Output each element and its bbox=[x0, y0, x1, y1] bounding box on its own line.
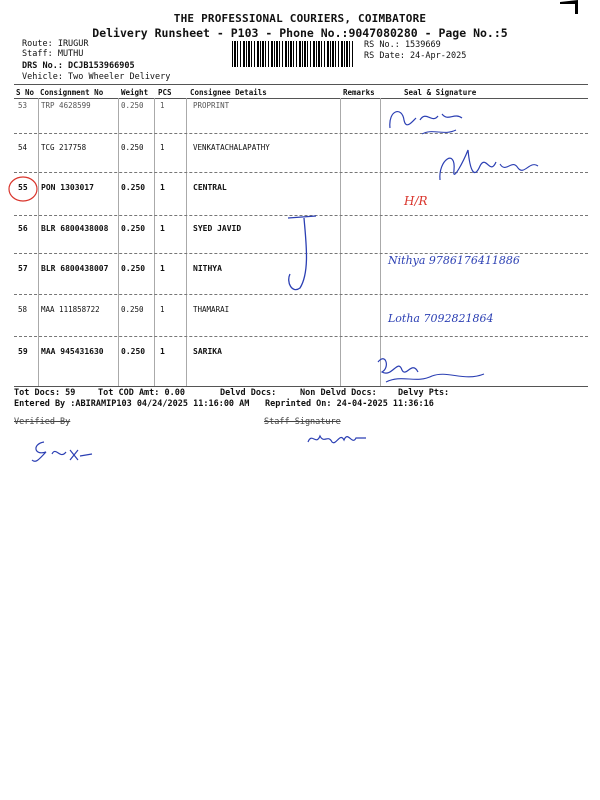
row-sno: 58 bbox=[18, 305, 28, 314]
row-consignment: MAA 945431630 bbox=[41, 347, 104, 356]
reprinted-on: Reprinted On: 24-04-2025 11:36:16 bbox=[265, 399, 434, 409]
handwritten-note-row56: H/R bbox=[404, 194, 428, 208]
signature-row54 bbox=[430, 140, 550, 190]
row-weight: 0.250 bbox=[121, 101, 144, 110]
non-delivered-docs: Non Delvd Docs: bbox=[300, 388, 377, 398]
col-divider bbox=[186, 98, 187, 386]
col-seal: Seal & Signature bbox=[404, 88, 477, 97]
row-sno: 53 bbox=[18, 101, 28, 110]
col-divider bbox=[38, 98, 39, 386]
signature-row56 bbox=[282, 212, 322, 296]
row-sno: 57 bbox=[18, 264, 28, 273]
row-consignee: SYED JAVID bbox=[193, 224, 242, 233]
row-weight: 0.250 bbox=[121, 224, 146, 233]
handwritten-note-row58: Lotha 7092821864 bbox=[388, 312, 494, 325]
row-sno: 54 bbox=[18, 143, 28, 152]
staff-label: Staff: MUTHU bbox=[22, 49, 84, 59]
row-weight: 0.250 bbox=[121, 183, 146, 192]
row-divider bbox=[14, 133, 588, 134]
col-remarks: Remarks bbox=[343, 88, 375, 97]
row-pcs: 1 bbox=[160, 143, 165, 152]
row-weight: 0.250 bbox=[121, 305, 144, 314]
row-pcs: 1 bbox=[160, 347, 165, 356]
row-consignment: BLR 6800438007 bbox=[41, 264, 109, 273]
header-bottom-rule bbox=[14, 98, 588, 99]
verifier-signature bbox=[30, 436, 100, 466]
signature-row59 bbox=[372, 348, 502, 388]
col-pcs: PCS bbox=[158, 88, 172, 97]
verified-by-label: Verified By bbox=[14, 417, 71, 427]
row-consignment: PON 1303017 bbox=[41, 183, 94, 192]
row-consignee: THAMARAI bbox=[193, 305, 230, 314]
col-consignee: Consignee Details bbox=[190, 88, 267, 97]
company-title: THE PROFESSIONAL COURIERS, COIMBATORE bbox=[173, 12, 427, 25]
red-circle-mark bbox=[6, 174, 40, 204]
row-pcs: 1 bbox=[160, 101, 165, 110]
total-cod: Tot COD Amt: 0.00 bbox=[98, 388, 185, 398]
row-sno: 55 bbox=[18, 183, 28, 192]
row-consignee: NITHYA bbox=[193, 264, 222, 273]
row-sno: 56 bbox=[18, 224, 28, 233]
drs-number: DRS No.: DCJB153966905 bbox=[22, 61, 135, 71]
row-consignee: PROPRINT bbox=[193, 101, 230, 110]
row-consignment: BLR 6800438008 bbox=[41, 224, 109, 233]
col-divider bbox=[340, 98, 341, 386]
row-pcs: 1 bbox=[160, 224, 165, 233]
row-consignment: MAA 111858722 bbox=[41, 305, 100, 314]
row-divider bbox=[14, 336, 588, 337]
staff-signature-label: Staff Signature bbox=[264, 417, 341, 427]
row-consignment: TCG 217758 bbox=[41, 143, 87, 152]
col-weight: Weight bbox=[121, 88, 149, 97]
rs-date: RS Date: 24-Apr-2025 bbox=[364, 51, 467, 61]
vehicle-label: Vehicle: Two Wheeler Delivery bbox=[22, 72, 171, 82]
row-consignee: CENTRAL bbox=[193, 183, 227, 192]
row-weight: 0.250 bbox=[121, 143, 144, 152]
total-docs: Tot Docs: 59 bbox=[14, 388, 76, 398]
runsheet-title: Delivery Runsheet - P103 - Phone No.:9047080280 - Page No.:5 bbox=[92, 26, 508, 40]
row-pcs: 1 bbox=[160, 305, 165, 314]
row-weight: 0.250 bbox=[121, 347, 146, 356]
row-sno: 59 bbox=[18, 347, 28, 356]
barcode bbox=[232, 41, 354, 67]
col-divider bbox=[118, 98, 119, 386]
route-label: Route: IRUGUR bbox=[22, 39, 89, 49]
col-divider bbox=[380, 98, 381, 386]
col-sno: S No bbox=[16, 88, 35, 97]
row-pcs: 1 bbox=[160, 183, 165, 192]
delivered-docs: Delvd Docs: bbox=[220, 388, 277, 398]
signature-row53 bbox=[382, 100, 482, 140]
delivery-points: Delvy Pts: bbox=[398, 388, 450, 398]
entered-by: Entered By :ABIRAMIP103 04/24/2025 11:16:00 AM bbox=[14, 399, 250, 409]
handwritten-phone-row57: Nithya 9786176411886 bbox=[388, 254, 520, 267]
row-pcs: 1 bbox=[160, 264, 165, 273]
col-divider bbox=[154, 98, 155, 386]
col-consignment: Consignment No bbox=[40, 88, 104, 97]
header-top-rule bbox=[14, 84, 588, 85]
rs-number: RS No.: 1539669 bbox=[364, 40, 441, 50]
row-consignment: TRP 4628599 bbox=[41, 101, 91, 110]
staff-signature bbox=[306, 426, 376, 450]
row-weight: 0.250 bbox=[121, 264, 146, 273]
row-consignee: SARIKA bbox=[193, 347, 222, 356]
row-consignee: VENKATACHALAPATHY bbox=[193, 143, 270, 152]
